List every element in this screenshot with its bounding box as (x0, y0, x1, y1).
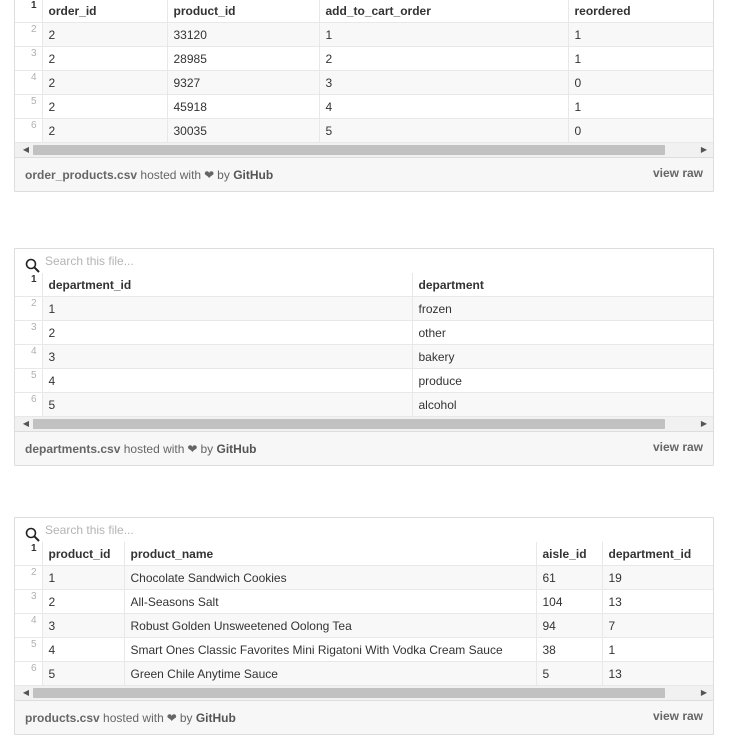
view-raw-link[interactable]: view raw (652, 440, 703, 454)
column-header: product_name (124, 542, 536, 566)
table-cell: 38 (536, 638, 602, 662)
column-header: aisle_id (536, 542, 602, 566)
table-cell: 3 (319, 71, 568, 95)
table-cell: 4 (42, 638, 124, 662)
table-row (15, 566, 713, 590)
column-header: add_to_cart_order (319, 0, 568, 23)
table-cell: 5 (319, 119, 568, 143)
table-row (15, 119, 713, 143)
search-icon (25, 258, 40, 273)
view-raw-link[interactable]: view raw (652, 709, 703, 723)
by-text: by (217, 167, 230, 182)
arrow-right-icon[interactable]: ▶ (700, 419, 708, 428)
table-cell: 1 (568, 47, 713, 71)
line-number: 2 (15, 23, 42, 47)
line-number: 1 (30, 274, 37, 285)
scrollbar-thumb[interactable] (33, 419, 665, 429)
table-row (15, 345, 713, 369)
table-cell: 2 (42, 590, 124, 614)
line-number: 4 (15, 614, 42, 638)
table-cell: 19 (602, 566, 713, 590)
table-header-row (15, 542, 713, 566)
table-header-row (15, 0, 713, 23)
table-cell: 13 (602, 590, 713, 614)
hosted-text: hosted with (103, 710, 164, 725)
table-cell: other (412, 321, 713, 345)
hosted-text: hosted with (123, 441, 185, 456)
table-cell: Robust Golden Unsweetened Oolong Tea (124, 614, 536, 638)
line-number: 2 (15, 297, 42, 321)
table-cell: 2 (42, 47, 167, 71)
table-row (15, 47, 713, 71)
table-cell: 5 (536, 662, 602, 686)
gist-order-products (14, 0, 714, 192)
arrow-left-icon[interactable]: ◀ (22, 145, 30, 154)
hosted-text: hosted with (140, 167, 202, 182)
table-cell: 2 (42, 95, 167, 119)
table-cell: 61 (536, 566, 602, 590)
table-row (15, 393, 713, 417)
table-cell: produce (412, 369, 713, 393)
table-row (15, 23, 713, 47)
line-number: 1 (30, 543, 37, 554)
table-cell: 104 (536, 590, 602, 614)
horizontal-scrollbar[interactable] (15, 142, 713, 157)
table-cell: 30035 (167, 119, 319, 143)
horizontal-scrollbar[interactable] (15, 416, 713, 431)
table-cell: All-Seasons Salt (124, 590, 536, 614)
table-cell: 1 (42, 297, 412, 321)
column-header: product_id (167, 0, 319, 23)
line-number: 3 (15, 321, 42, 345)
table-cell: 2 (319, 47, 568, 71)
line-number: 2 (15, 566, 42, 590)
table-row (15, 95, 713, 119)
table-cell: 3 (42, 345, 412, 369)
table-cell: 1 (568, 23, 713, 47)
table-cell: 4 (42, 369, 412, 393)
line-number: 5 (15, 369, 42, 393)
table-cell: 2 (42, 321, 412, 345)
table-header-row (15, 273, 713, 297)
gist-departments (14, 248, 714, 466)
column-header: department_id (42, 273, 412, 297)
table-cell: 94 (536, 614, 602, 638)
heart-icon: ❤ (204, 167, 215, 182)
gist-footer (15, 157, 713, 191)
search-bar (15, 518, 713, 542)
file-name-link[interactable]: departments.csv (25, 441, 121, 456)
table-cell: alcohol (412, 393, 713, 417)
csv-table (15, 542, 713, 685)
column-header: department_id (602, 542, 713, 566)
table-cell: Green Chile Anytime Sauce (124, 662, 536, 686)
line-number: 3 (15, 47, 42, 71)
view-raw-link[interactable]: view raw (652, 166, 703, 180)
search-bar (15, 249, 713, 273)
line-number: 1 (30, 0, 37, 11)
table-cell: Smart Ones Classic Favorites Mini Rigatoni With Vodka Cream Sauce (124, 638, 536, 662)
table-cell: 5 (42, 662, 124, 686)
github-link[interactable]: GitHub (233, 167, 274, 182)
table-cell: 0 (568, 71, 713, 95)
line-number: 6 (15, 662, 42, 686)
heart-icon: ❤ (187, 441, 198, 456)
search-input[interactable] (43, 252, 447, 270)
table-cell: 7 (602, 614, 713, 638)
table-cell: 4 (319, 95, 568, 119)
gist-footer (15, 431, 713, 465)
table-cell: 2 (42, 23, 167, 47)
table-row (15, 590, 713, 614)
file-name-link[interactable]: products.csv (25, 710, 100, 725)
search-icon (25, 527, 40, 542)
table-cell: 28985 (167, 47, 319, 71)
table-cell: 3 (42, 614, 124, 638)
table-cell: frozen (412, 297, 713, 321)
table-cell: 13 (602, 662, 713, 686)
table-row (15, 614, 713, 638)
arrow-left-icon[interactable]: ◀ (22, 688, 30, 697)
table-cell: 2 (42, 119, 167, 143)
horizontal-scrollbar[interactable] (15, 685, 713, 700)
table-cell: Chocolate Sandwich Cookies (124, 566, 536, 590)
table-cell: 45918 (167, 95, 319, 119)
gist-footer (15, 700, 713, 734)
search-input[interactable] (43, 521, 447, 539)
table-cell: 1 (319, 23, 568, 47)
table-cell: 0 (568, 119, 713, 143)
gist-products (14, 517, 714, 735)
line-number: 4 (15, 71, 42, 95)
table-cell: 1 (42, 566, 124, 590)
line-number: 6 (15, 119, 42, 143)
heart-icon: ❤ (166, 710, 177, 725)
table-row (15, 71, 713, 95)
line-number: 5 (15, 95, 42, 119)
table-cell: bakery (412, 345, 713, 369)
table-cell: 33120 (167, 23, 319, 47)
table-cell: 5 (42, 393, 412, 417)
scrollbar-thumb[interactable] (33, 688, 665, 698)
column-header: product_id (42, 542, 124, 566)
file-name-link[interactable]: order_products.csv (25, 167, 138, 182)
csv-table (15, 0, 713, 142)
table-cell: 2 (42, 71, 167, 95)
scrollbar-thumb[interactable] (33, 145, 665, 155)
by-text: by (200, 441, 214, 456)
table-row (15, 662, 713, 686)
table-row (15, 369, 713, 393)
arrow-left-icon[interactable]: ◀ (22, 419, 30, 428)
column-header: reordered (568, 0, 713, 23)
column-header: department (412, 273, 713, 297)
arrow-right-icon[interactable]: ▶ (700, 145, 708, 154)
arrow-right-icon[interactable]: ▶ (700, 688, 708, 697)
github-link[interactable]: GitHub (216, 441, 257, 456)
github-link[interactable]: GitHub (195, 710, 236, 725)
line-number: 4 (15, 345, 42, 369)
table-row (15, 297, 713, 321)
line-number: 3 (15, 590, 42, 614)
by-text: by (179, 710, 193, 725)
table-row (15, 638, 713, 662)
table-cell: 1 (568, 95, 713, 119)
csv-table (15, 273, 713, 416)
line-number: 5 (15, 638, 42, 662)
table-row (15, 321, 713, 345)
table-cell: 9327 (167, 71, 319, 95)
column-header: order_id (42, 0, 167, 23)
table-cell: 1 (602, 638, 713, 662)
line-number: 6 (15, 393, 42, 417)
